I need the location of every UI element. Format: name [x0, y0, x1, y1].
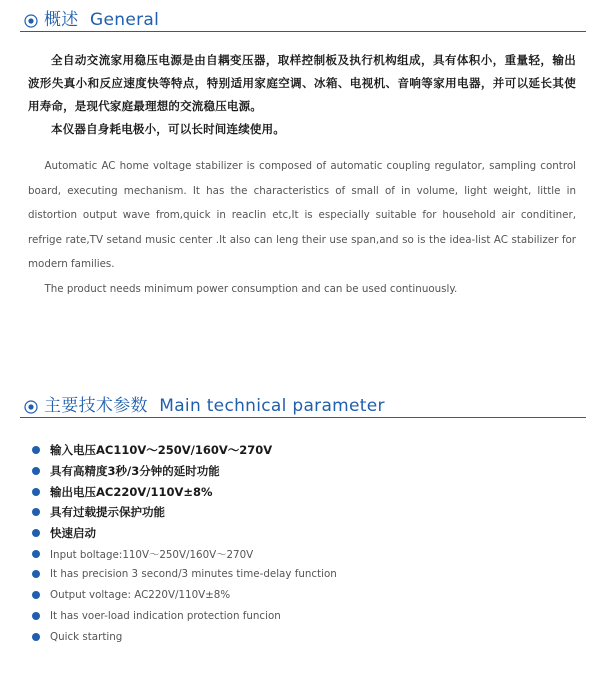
cn-paragraph: 全自动交流家用稳压电源是由自耦变压器，取样控制板及执行机构组成，具有体积小，重量轻，输出波形失真小和反应速度快等特点，特别适用家庭空调、冰箱、电视机、音响等家用电器，并可以延长其使用寿命，是现代家庭最理想的交流稳压电源。 — [28, 53, 576, 113]
list-item: 具有过载提示保护功能 — [32, 502, 572, 523]
header-rule — [20, 417, 586, 418]
bullet-icon — [32, 446, 40, 454]
section-title-params: 主要技术参数 Main technical parameter — [44, 396, 385, 416]
bullet-icon — [32, 570, 40, 578]
bullet-icon — [32, 488, 40, 496]
en-paragraph: Automatic AC home voltage stabilizer is composed of automatic coupling regulator, sampling control board, executing mechanism. It has the characteristics of small of in volume, light weight, little in distortion output wave from,quick in reaclin etc,It is especially suitable for household air conditiner, refrige rate,TV setand music center .It also can leng their use span,and so is the idea-list AC stabilizer for modern families. — [28, 160, 576, 270]
list-item: It has voer-load indication protection funcion — [32, 606, 572, 627]
header-rule — [20, 31, 586, 32]
list-item: Quick starting — [32, 626, 572, 647]
bullet-icon — [32, 591, 40, 599]
bullseye-icon — [24, 14, 38, 28]
section-header-params — [20, 394, 586, 418]
bullseye-icon — [24, 400, 38, 414]
bullet-icon — [32, 467, 40, 475]
en-paragraph: The product needs minimum power consumption and can be used continuously. — [44, 282, 458, 295]
list-item: Input boltage:110V～250V/160V～270V — [32, 543, 572, 564]
general-cn-text — [28, 49, 576, 141]
list-item: 输出电压AC220V/110V±8% — [32, 481, 572, 502]
list-item: 快速启动 — [32, 523, 572, 544]
section-title-general: 概述 General — [44, 10, 160, 30]
list-item: Output voltage: AC220V/110V±8% — [32, 585, 572, 606]
bullet-icon — [32, 529, 40, 537]
section-header-general — [20, 8, 586, 32]
bullet-icon — [32, 612, 40, 620]
bullet-icon — [32, 550, 40, 558]
cn-paragraph: 本仪器自身耗电极小，可以长时间连续使用。 — [51, 122, 285, 136]
general-en-text — [28, 154, 576, 301]
parameter-list — [32, 440, 572, 647]
list-item: 具有高精度3秒/3分钟的延时功能 — [32, 461, 572, 482]
bullet-icon — [32, 633, 40, 641]
bullet-icon — [32, 508, 40, 516]
list-item: 输入电压AC110V～250V/160V～270V — [32, 440, 572, 461]
list-item: It has precision 3 second/3 minutes time-delay function — [32, 564, 572, 585]
